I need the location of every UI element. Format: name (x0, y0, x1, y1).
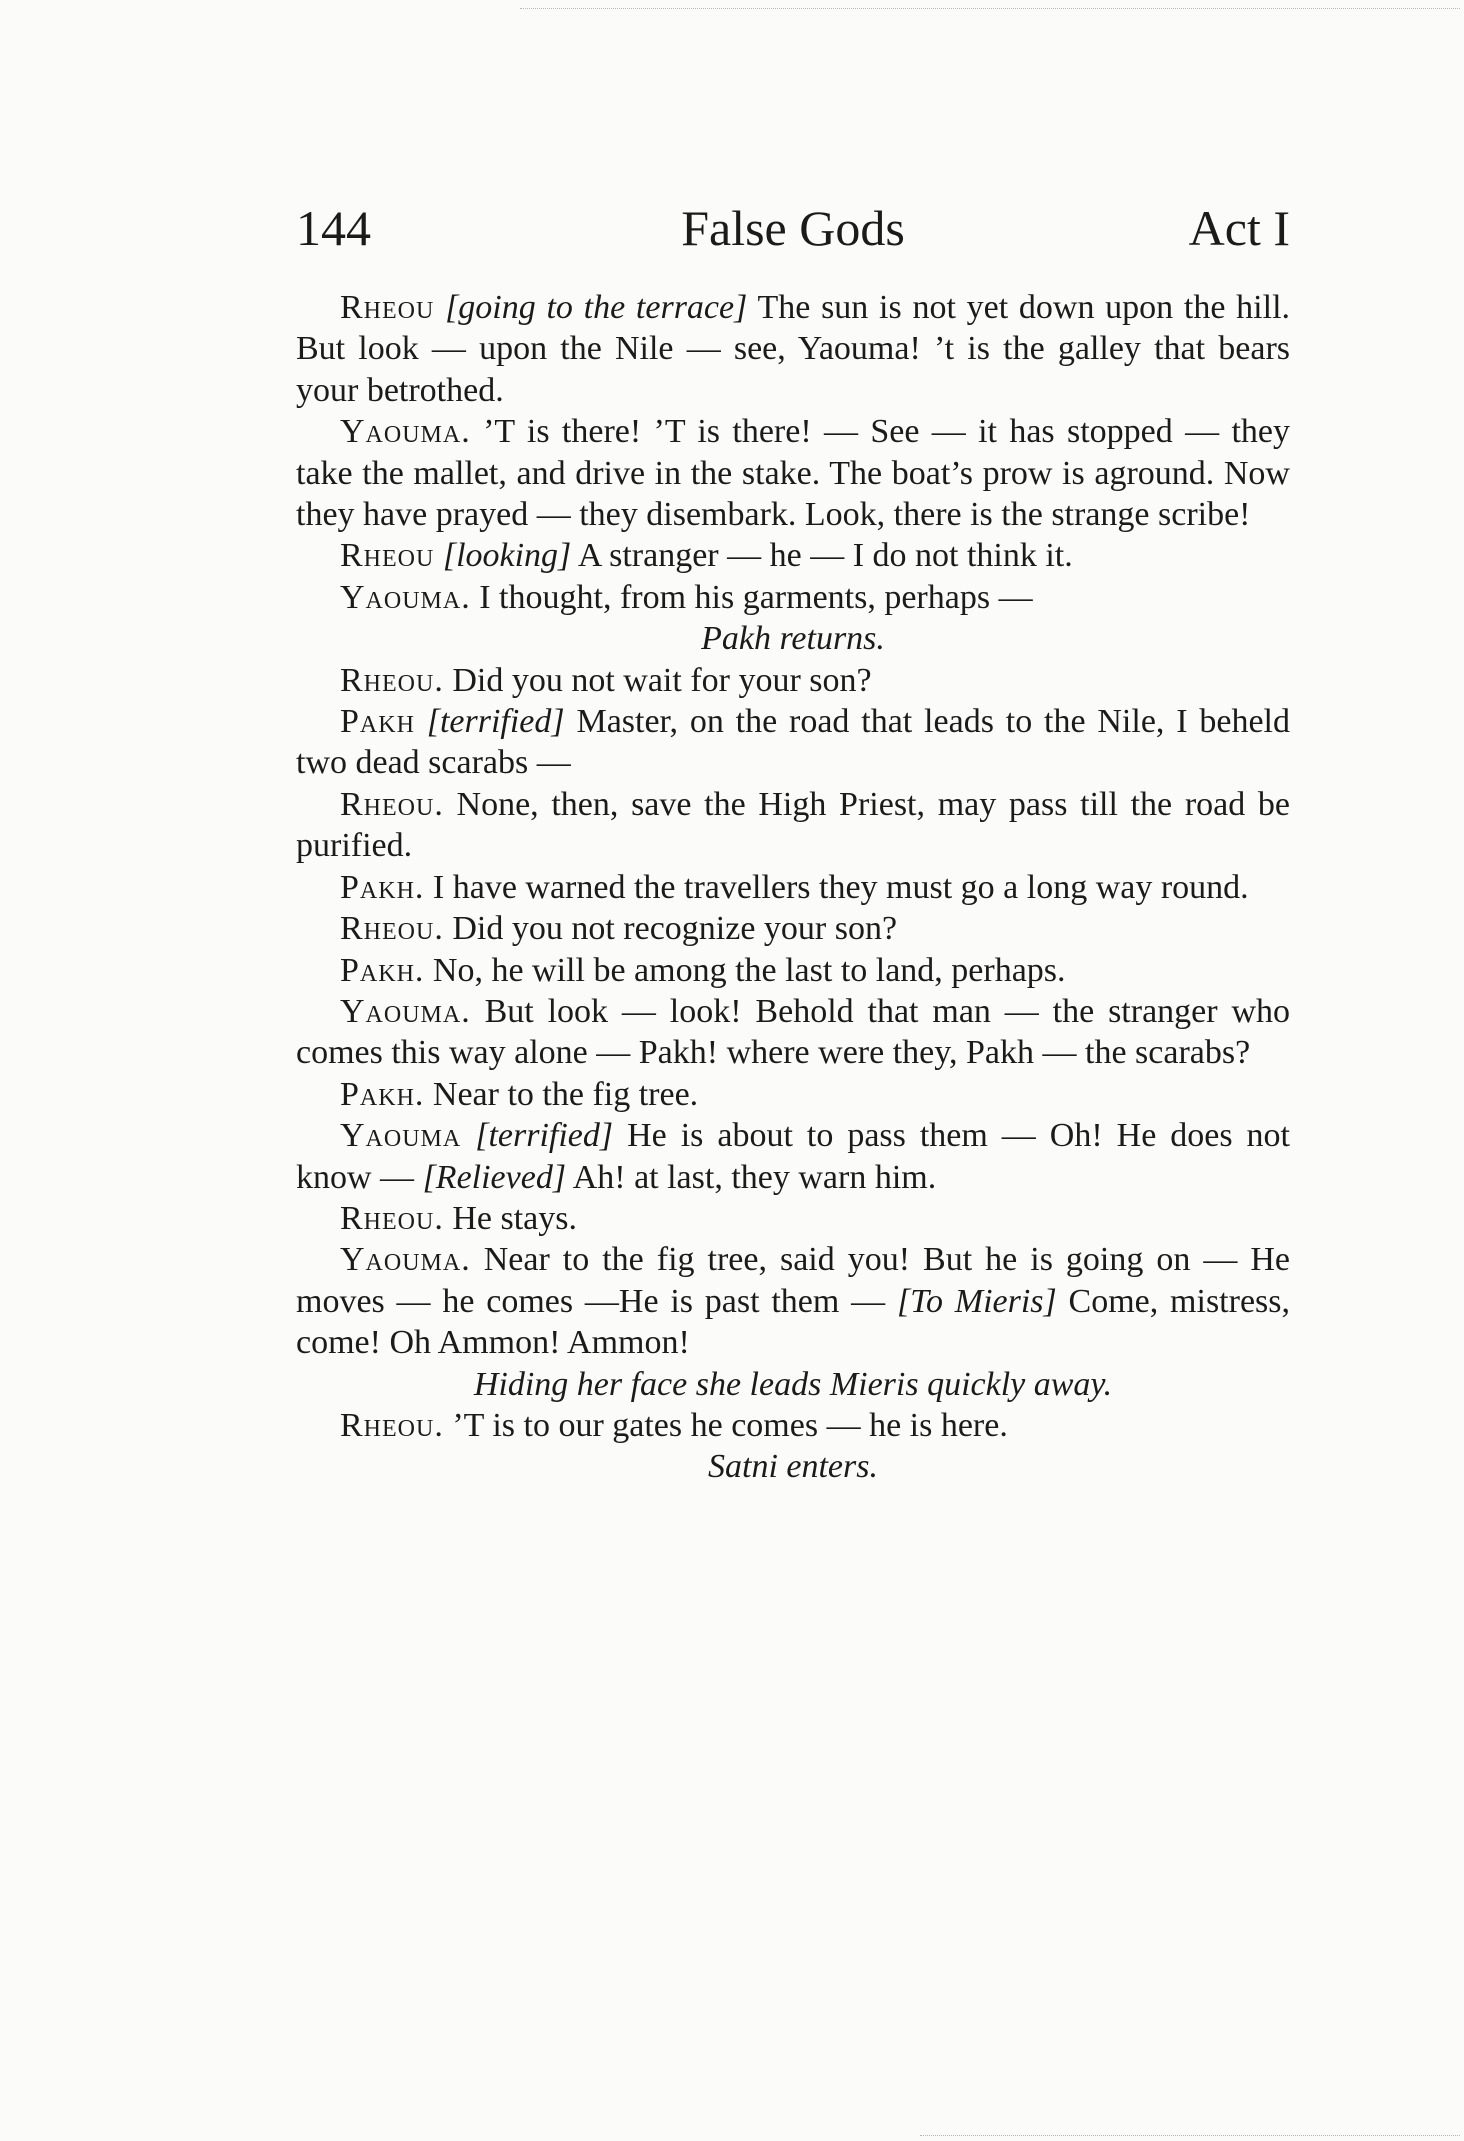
speech-text: A stranger — he — I do not think it. (577, 537, 1073, 575)
speaker-name: Pakh. (340, 951, 425, 989)
speech-text: Ah! at last, they warn him. (572, 1158, 937, 1196)
speech-text: Master, on the road that leads to the Nile, I beheld two dead scarabs — (296, 703, 1291, 782)
speech (296, 535, 1290, 576)
speaker-name: Pakh. (340, 868, 425, 906)
speech-text: But look — look! Behold that man — the stranger who comes this way alone — Pakh! where were they, Pakh — the scarabs? (296, 992, 1290, 1072)
speech-text: He stays. (452, 1199, 577, 1237)
play-text (296, 287, 1290, 1488)
speech-text: Come, mistress, come! Oh Ammon! Ammon! (296, 1282, 1290, 1362)
speaker-name: Yaouma (340, 1117, 462, 1155)
speaker-name: Rheou (340, 537, 435, 575)
stage-direction: Satni enters. (708, 1448, 878, 1486)
speech-text: Near to the fig tree, said you! But he is going on — He moves — he comes —He is past them — (296, 1241, 1290, 1320)
stage-direction-inline: [Relieved] (422, 1158, 567, 1196)
speech-text: I thought, from his garments, perhaps — (479, 578, 1033, 616)
speech (296, 950, 1290, 991)
act-label: Act I (1188, 200, 1290, 256)
stage-direction-inline: [terrified] (475, 1117, 614, 1155)
speech (296, 1198, 1290, 1239)
page-number: 144 (296, 200, 371, 256)
speaker-name: Yaouma. (340, 413, 471, 451)
speech-text: None, then, save the High Priest, may pass till the road be purified. (296, 785, 1291, 865)
speech-text: The sun is not yet down upon the hill. But look — upon the Nile — see, Yaouma! ’t is the galley that bears your betrothed. (296, 289, 1291, 409)
speech-text: I have warned the travellers they must go a long way round. (432, 868, 1249, 906)
speech (296, 411, 1290, 535)
speech-text: No, he will be among the last to land, perhaps. (432, 951, 1066, 989)
speech-text: Did you not recognize your son? (452, 910, 898, 948)
speech-text: ’T is to our gates he comes — he is here. (452, 1406, 1008, 1444)
speaker-name: Rheou. (340, 910, 444, 948)
speech (296, 287, 1290, 411)
speaker-name: Yaouma. (340, 1241, 471, 1279)
stage-direction-inline: [looking] (442, 537, 572, 575)
speech (296, 577, 1290, 618)
stage-direction: Pakh returns. (701, 620, 885, 658)
speech (296, 867, 1290, 908)
speaker-name: Rheou. (340, 661, 444, 699)
running-title: False Gods (681, 200, 905, 256)
page-bottom-edge (920, 2135, 1460, 2139)
speaker-name: Pakh. (340, 1075, 425, 1113)
stage-direction-inline: [To Mieris] (896, 1282, 1057, 1320)
speech (296, 1074, 1290, 1115)
speech (296, 784, 1290, 867)
speech-text: ’T is there! ’T is there! — See — it has stopped — they take the mallet, and drive in the stake. The boat’s prow is aground. Now they have prayed — they disembark. Look, there is the strange scribe! (296, 413, 1290, 534)
speaker-name: Yaouma. (340, 992, 471, 1030)
speaker-name: Pakh (340, 703, 415, 741)
speech (296, 701, 1290, 784)
page-top-edge (520, 8, 1460, 13)
speaker-name: Rheou (340, 289, 435, 326)
speech (296, 908, 1290, 949)
speech-text: Near to the fig tree. (432, 1075, 699, 1113)
speech (296, 991, 1290, 1074)
speaker-name: Rheou. (340, 1406, 444, 1444)
speech-text: Did you not wait for your son? (452, 661, 872, 699)
speech-text: He is about to pass them — Oh! He does not know — (296, 1117, 1291, 1196)
speech (296, 660, 1290, 701)
stage-direction-inline: [going to the terrace] (445, 289, 748, 326)
stage-direction: Hiding her face she leads Mieris quickly away. (473, 1365, 1113, 1403)
speech (296, 1239, 1290, 1363)
speaker-name: Rheou. (340, 785, 444, 823)
running-header (296, 196, 1290, 260)
speaker-name: Yaouma. (340, 578, 471, 616)
speech (296, 1405, 1290, 1446)
stage-direction-inline: [terrified] (426, 703, 565, 741)
speech (296, 1115, 1290, 1198)
speaker-name: Rheou. (340, 1199, 444, 1237)
